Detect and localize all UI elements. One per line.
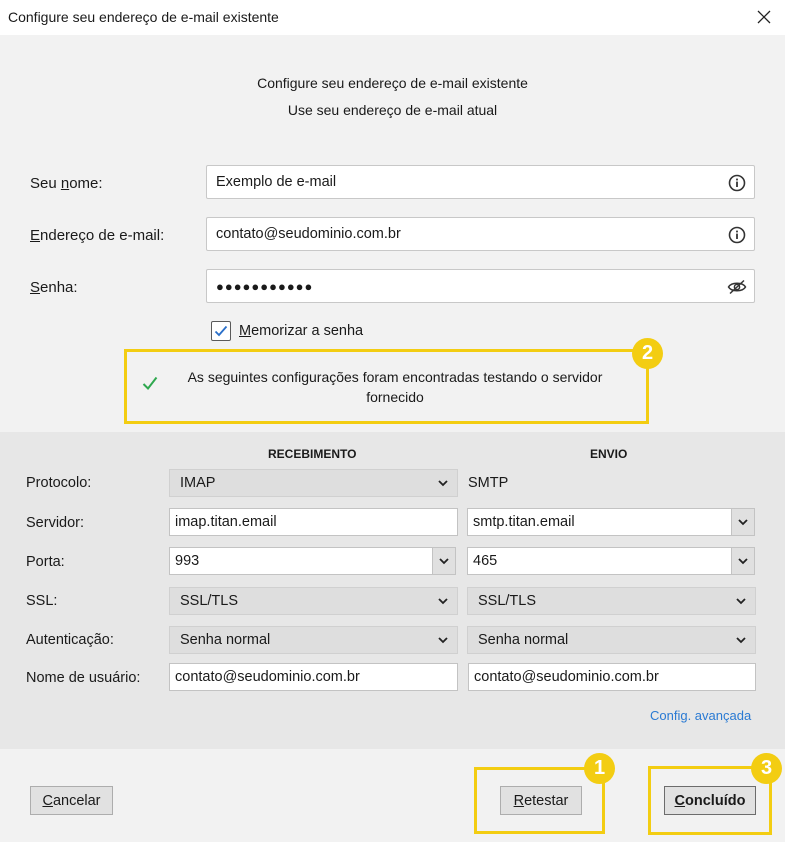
outgoing-server-dropdown-button[interactable] — [731, 508, 755, 536]
chevron-down-icon — [737, 555, 749, 567]
name-label: Seu nome: — [30, 175, 103, 192]
server-label: Servidor: — [26, 515, 85, 531]
incoming-ssl-select[interactable]: SSL/TLS — [169, 587, 458, 615]
success-check-icon — [141, 374, 159, 396]
callout-badge-2: 2 — [632, 338, 663, 369]
port-label: Porta: — [26, 554, 65, 570]
chevron-down-icon — [437, 634, 449, 646]
retest-button[interactable]: R etestar — [500, 786, 582, 815]
remember-password-checkbox[interactable] — [211, 321, 231, 341]
eye-slash-icon[interactable] — [727, 277, 747, 297]
chevron-down-icon — [737, 516, 749, 528]
incoming-auth-select[interactable]: Senha normal — [169, 626, 458, 654]
protocol-label: Protocolo: — [26, 475, 92, 491]
incoming-username-input[interactable]: contato@seudominio.com.br — [169, 663, 458, 691]
info-icon[interactable] — [727, 173, 747, 193]
outgoing-port-dropdown-button[interactable] — [731, 547, 755, 575]
username-label: Nome de usuário: — [26, 670, 141, 686]
window-title: Configure seu endereço de e-mail existente — [8, 9, 279, 25]
incoming-protocol-select[interactable]: IMAP — [169, 469, 458, 497]
outgoing-protocol-value: SMTP — [468, 475, 509, 491]
authentication-label: Autenticação: — [26, 632, 114, 648]
outgoing-column-header: ENVIO — [590, 447, 628, 461]
password-label: Senha: — [30, 279, 78, 296]
chevron-down-icon — [438, 555, 450, 567]
outgoing-username-input[interactable]: contato@seudominio.com.br — [468, 663, 756, 691]
done-button[interactable]: C oncluído — [664, 786, 756, 815]
close-button[interactable] — [748, 3, 780, 31]
ssl-label: SSL: — [26, 593, 58, 609]
chevron-down-icon — [437, 477, 449, 489]
status-message: As seguintes configurações foram encontradas testando o servidor fornecido — [187, 369, 603, 405]
callout-badge-3: 3 — [751, 753, 782, 784]
outgoing-server-input[interactable]: smtp.titan.email — [467, 508, 732, 536]
title-bar — [0, 0, 785, 35]
advanced-config-link[interactable]: Config. avançada — [650, 708, 752, 723]
email-label: Endereço de e-mail: — [30, 227, 165, 244]
info-icon[interactable] — [727, 225, 747, 245]
dialog-heading: Configure seu endereço de e-mail existente — [257, 75, 528, 91]
outgoing-port-input[interactable]: 465 — [467, 547, 732, 575]
chevron-down-icon — [735, 634, 747, 646]
incoming-port-dropdown-button[interactable] — [432, 547, 456, 575]
chevron-down-icon — [735, 595, 747, 607]
callout-badge-1: 1 — [584, 753, 615, 784]
password-field[interactable]: ●●●●●●●●●●● — [206, 269, 755, 303]
chevron-down-icon — [437, 595, 449, 607]
remember-password-label[interactable]: Memorizar a senha — [239, 323, 364, 339]
incoming-port-input[interactable]: 993 — [169, 547, 433, 575]
cancel-button[interactable]: C ancelar — [30, 786, 113, 815]
outgoing-ssl-select[interactable]: SSL/TLS — [467, 587, 756, 615]
incoming-server-input[interactable]: imap.titan.email — [169, 508, 458, 536]
outgoing-auth-select[interactable]: Senha normal — [467, 626, 756, 654]
dialog-subheading: Use seu endereço de e-mail atual — [287, 102, 498, 118]
close-icon — [757, 10, 771, 24]
email-field[interactable]: contato@seudominio.com.br — [206, 217, 755, 251]
incoming-column-header: RECEBIMENTO — [268, 447, 357, 461]
checkmark-icon — [214, 325, 228, 337]
name-input[interactable]: Exemplo de e-mail — [206, 165, 755, 199]
